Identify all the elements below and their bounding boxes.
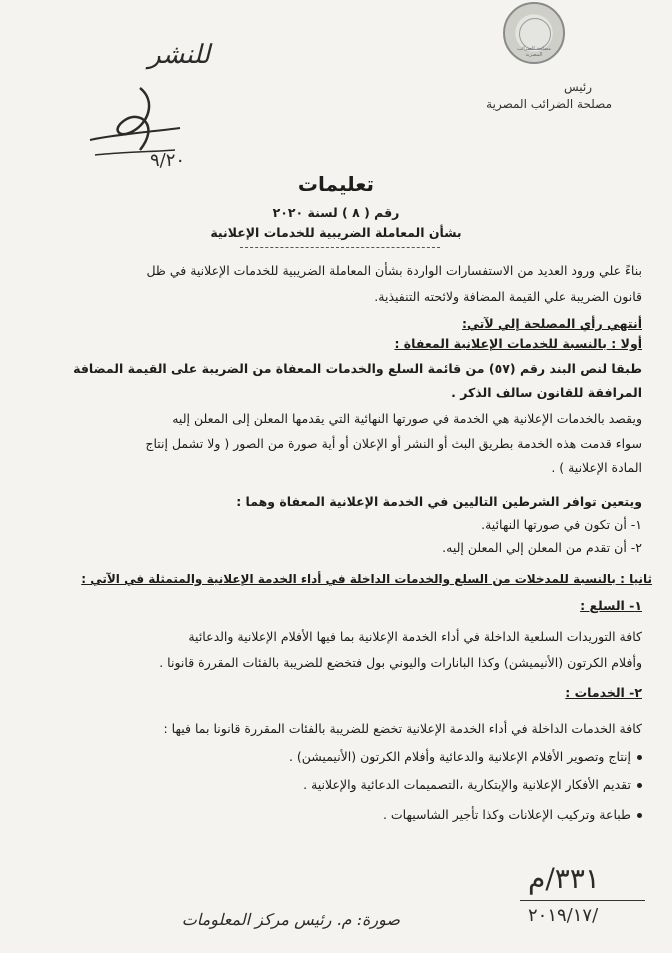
bullet-icon <box>637 755 642 760</box>
bullet-text: طباعة وتركيب الإعلانات وكذا تأجير الشاسيهات . <box>382 807 631 822</box>
goods-line-1: كافة التوريدات السلعية الداخلة في أداء الخدمة الإعلانية بما فيها الأفلام الإعلانية والدعائية <box>188 629 642 644</box>
first-p2-line3: المادة الإعلانية ) . <box>551 460 642 475</box>
bullet-item-3 <box>30 802 642 828</box>
bullet-text: تقديم الأفكار الإعلانية والإبتكارية ،التصميمات الدعائية والإعلانية . <box>303 777 631 792</box>
document-number: رقم ( ٨ ) لسنة ٢٠٢٠ <box>272 205 400 220</box>
goods-heading: ١- السلع : <box>580 598 642 613</box>
bullet-icon <box>637 813 642 818</box>
seal-text: مصلحة الضرائب المصرية <box>517 46 551 58</box>
conditions-heading: ويتعين توافر الشرطين التاليين في الخدمة الإعلانية المعفاة وهما : <box>236 494 642 509</box>
document-subject: بشأن المعاملة الضريبية للخدمات الإعلانية <box>210 225 462 240</box>
header-title: رئيس <box>563 80 592 94</box>
opinion-heading: أنتهي رأي المصلحة إلي لآتي: <box>462 316 642 331</box>
official-seal <box>503 2 565 64</box>
document-title: تعليمات <box>297 172 375 196</box>
handwritten-ref-date: ٢٠١٩/١٧/ <box>528 905 599 926</box>
ref-underline <box>520 900 645 901</box>
header-org: مصلحة الضرائب المصرية <box>486 97 612 111</box>
handwritten-ref-number: ٣٣١/م <box>528 862 600 895</box>
section-second-heading: ثانيا : بالنسبة للمدخلات من السلع والخدمات الداخلة في أداء الخدمة الإعلانية والمتمثلة في الآتي : <box>81 572 652 586</box>
intro-line-1: بناءً علي ورود العديد من الاستفسارات الواردة بشأن المعاملة الضريبية للخدمات الإعلانية في ظل <box>146 263 642 278</box>
services-line-1: كافة الخدمات الداخلة في أداء الخدمة الإعلانية تخضع للضريبة بالفئات المقررة قانونا بما فيها : <box>163 721 642 736</box>
first-p2-line1: ويقصد بالخدمات الإعلانية هي الخدمة في صورتها النهائية التي يقدمها المعلن إلى المعلن إليه <box>172 411 642 426</box>
first-p1-line2: المرافقة للقانون سالف الذكر . <box>451 385 642 400</box>
services-heading: ٢- الخدمات : <box>565 685 642 700</box>
bullet-item-2 <box>30 772 642 798</box>
handwritten-date: ٩/٢٠ <box>150 150 186 171</box>
bullet-text: إنتاج وتصوير الأفلام الإعلانية والدعائية وأفلام الكرتون (الأنيميشن) . <box>288 749 631 764</box>
handwritten-copy-note: صورة: م. رئيس مركز المعلومات <box>181 910 400 929</box>
first-p2-line2: سواء قدمت هذه الخدمة بطريق البث أو النشر أو الإعلان أو أية صورة من الصور ( ولا تشمل إنتاج <box>145 436 642 451</box>
bullet-item-1 <box>30 744 642 770</box>
title-divider <box>240 247 440 248</box>
bullet-icon <box>637 783 642 788</box>
first-p1-line1: طبقا لنص البند رقم (٥٧) من قائمة السلع والخدمات المعفاة من الضريبة على القيمة المضافة <box>73 361 642 376</box>
section-first-heading: أولا : بالنسبة للخدمات الإعلانية المعفاة : <box>394 336 642 351</box>
intro-line-2: قانون الضريبة علي القيمة المضافة ولائحته التنفيذية. <box>374 289 642 304</box>
condition-2: ٢- أن تقدم من المعلن إلي المعلن إليه. <box>442 540 642 555</box>
goods-line-2: وأفلام الكرتون (الأنيميشن) وكذا البانارات واليوني بول فتخضع للضريبة بالفئات المقررة قانونا . <box>159 655 642 670</box>
condition-1: ١- أن تكون في صورتها النهائية. <box>481 517 642 532</box>
handwritten-publish-note: للنشر <box>148 40 210 70</box>
